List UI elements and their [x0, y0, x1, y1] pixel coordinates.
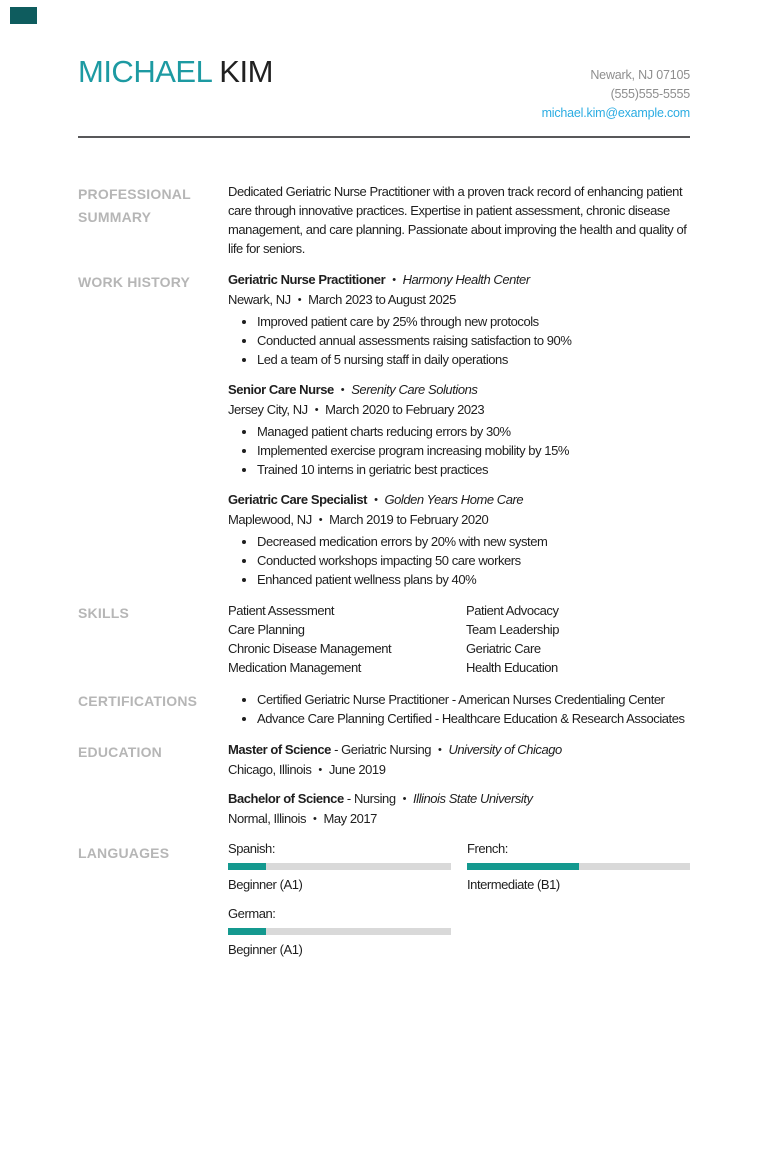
summary-text: Dedicated Geriatric Nurse Practitioner with a proven track record of enhancing patient care through innovative practices. Expertise in patient assessment, chronic disease management, and care planning. Passionate about improving the health and quality of life for seniors. [228, 184, 687, 256]
separator-dot: • [313, 813, 317, 825]
job-location: Maplewood, NJ [228, 512, 312, 527]
job-title: Senior Care Nurse [228, 382, 334, 397]
job-location: Jersey City, NJ [228, 402, 308, 417]
section-label-professional-summary: PROFESSIONAL SUMMARY [78, 186, 191, 225]
section-work-history [78, 270, 690, 589]
skills-grid [228, 601, 690, 677]
skill-item: Geriatric Care [466, 641, 541, 656]
skill-item: Health Education [466, 660, 558, 675]
skill-item: Team Leadership [466, 622, 559, 637]
job-company: Serenity Care Solutions [351, 382, 478, 397]
skill-item: Patient Assessment [228, 603, 335, 618]
skill-item: Care Planning [228, 622, 305, 637]
job-bullet: • Led a team of 5 nursing staff in daily operations [257, 350, 690, 369]
job-bullet-list [228, 422, 690, 479]
degree-school: Illinois State University [413, 791, 533, 806]
degree-name: Bachelor of Science [228, 791, 344, 806]
job-dates: March 2019 to February 2020 [329, 512, 489, 527]
dash: - [346, 791, 351, 806]
section-label-work-history: WORK HISTORY [78, 274, 191, 290]
job-bullet-list [228, 532, 690, 589]
language-progress-bar [467, 863, 690, 870]
job-bullet-list [228, 312, 690, 369]
first-name: MICHAEL [78, 54, 212, 89]
job-location: Newark, NJ [228, 292, 291, 307]
language-name: Spanish: [228, 841, 275, 856]
language-level: Intermediate (B1) [467, 877, 560, 892]
job-bullet: • Enhanced patient wellness plans by 40% [257, 570, 690, 589]
job-bullet: • Trained 10 interns in geriatric best practices [257, 460, 690, 479]
certification-item: • Certified Geriatric Nurse Practitioner - American Nurses Credentialing Center [257, 690, 690, 709]
job-company: Harmony Health Center [402, 272, 530, 287]
skills-column-1 [228, 601, 466, 677]
contact-location: Newark, NJ 07105 [590, 68, 690, 82]
degree-school: University of Chicago [448, 742, 562, 757]
job-dates: March 2020 to February 2023 [325, 402, 485, 417]
language-name: French: [467, 841, 508, 856]
skill-item: Chronic Disease Management [228, 641, 392, 656]
degree-entry [228, 740, 690, 780]
job-dates: March 2023 to August 2025 [308, 292, 456, 307]
skill-item: Patient Advocacy [466, 603, 559, 618]
header [78, 56, 690, 123]
work-history-list [228, 270, 690, 589]
degree-location: Chicago, Illinois [228, 762, 312, 777]
degree-field: Nursing [353, 791, 396, 806]
separator-dot: • [340, 384, 345, 396]
languages-grid [228, 841, 690, 971]
section-certifications [78, 689, 690, 728]
skill-item: Medication Management [228, 660, 361, 675]
degree-field: Geriatric Nursing [341, 742, 432, 757]
education-list [228, 740, 690, 829]
section-languages [78, 841, 690, 971]
language-progress-fill [228, 863, 266, 870]
separator-dot: • [374, 494, 378, 506]
section-label-certifications: CERTIFICATIONS [78, 693, 198, 709]
language-progress-fill [467, 863, 579, 870]
degree-entry [228, 789, 690, 829]
job-bullet: • Implemented exercise program increasing mobility by 15% [257, 441, 690, 460]
candidate-name [78, 56, 273, 88]
job-title: Geriatric Care Specialist [228, 492, 368, 507]
job-entry [228, 380, 690, 479]
language-progress-fill [228, 928, 266, 935]
job-entry [228, 270, 690, 369]
degree-name: Master of Science [228, 742, 331, 757]
separator-dot: • [402, 793, 407, 805]
degree-date: May 2017 [323, 811, 377, 826]
job-bullet: • Conducted workshops impacting 50 care workers [257, 551, 690, 570]
language-level: Beginner (A1) [228, 877, 303, 892]
section-education [78, 740, 690, 829]
last-name: KIM [219, 54, 273, 89]
section-professional-summary [78, 182, 690, 258]
skills-column-2 [466, 601, 690, 677]
contact-phone: (555)555-5555 [610, 87, 690, 101]
degree-date: June 2019 [328, 762, 386, 777]
contact-email-link[interactable]: michael.kim@example.com [541, 106, 690, 120]
separator-dot: • [314, 404, 319, 416]
separator-dot: • [318, 764, 322, 776]
job-title: Geriatric Nurse Practitioner [228, 272, 386, 287]
language-progress-bar [228, 863, 451, 870]
contact-block [542, 56, 690, 123]
job-bullet: • Improved patient care by 25% through new protocols [257, 312, 690, 331]
section-label-skills: SKILLS [78, 605, 129, 621]
job-bullet: • Conducted annual assessments raising satisfaction to 90% [257, 331, 690, 350]
language-progress-bar [228, 928, 451, 935]
page-corner-mark [10, 7, 37, 24]
language-entry-spanish [228, 841, 451, 893]
separator-dot: • [297, 294, 302, 306]
certification-list [228, 690, 690, 728]
certification-item: • Advance Care Planning Certified - Healthcare Education & Research Associates [257, 709, 690, 728]
job-bullet: • Managed patient charts reducing errors by 30% [257, 422, 690, 441]
language-level: Beginner (A1) [228, 942, 303, 957]
dash: - [334, 742, 338, 757]
language-entry-french [467, 841, 690, 893]
section-label-languages: LANGUAGES [78, 845, 170, 861]
language-name: German: [228, 906, 276, 921]
separator-dot: • [318, 514, 323, 526]
language-entry-german [228, 906, 451, 958]
job-bullet: • Decreased medication errors by 20% with new system [257, 532, 690, 551]
separator-dot: • [392, 274, 396, 286]
job-entry [228, 490, 690, 589]
job-company: Golden Years Home Care [384, 492, 524, 507]
section-label-education: EDUCATION [78, 744, 162, 760]
degree-location: Normal, Illinois [228, 811, 307, 826]
section-skills [78, 601, 690, 677]
separator-dot: • [438, 744, 442, 756]
